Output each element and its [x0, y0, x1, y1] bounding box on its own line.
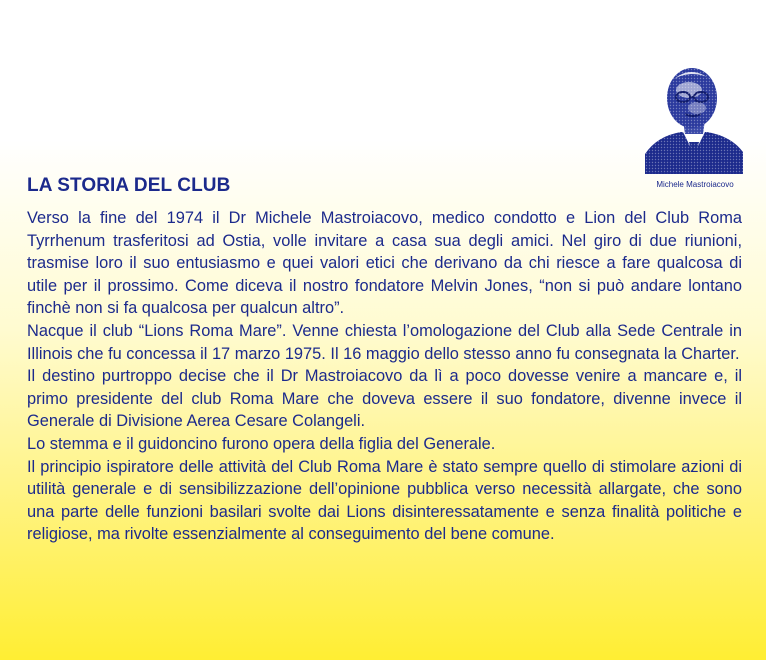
portrait-photo — [645, 62, 743, 174]
paragraph-first-president: Il destino purtroppo decise che il Dr Mastroiacovo da lì a poco dovesse venire a mancare e, il primo presidente del club Roma Mare che doveva essere il suo fondatore, divenne invece il Generale di Divisione Aerea Cesare Colangeli. — [27, 367, 742, 431]
history-text — [27, 207, 742, 546]
paragraph-principles: Il principio ispiratore delle attività del Club Roma Mare è stato sempre quello di stimolare azioni di utilità generale e di sensibilizzazione dell’opinione pubblica verso necessità allargate, che sono una parte delle funzioni basilari svolte dai Lions disinteressatamente e senza finalità politiche e religiose, ma rivolte essenzialmente al conseguimento del bene comune. — [27, 457, 742, 544]
page-title: LA STORIA DEL CLUB — [27, 175, 231, 196]
paragraph-emblem: Lo stemma e il guidoncino furono opera della figlia del Generale. — [27, 434, 496, 453]
paragraph-founding: Verso la fine del 1974 il Dr Michele Mastroiacovo, medico condotto e Lion del Club Roma Tyrrhenum trasferitosi ad Ostia, volle invitare a casa sua degli amici. Nel giro di due riunioni, trasmise loro il suo entusiasmo e quei valori etici che derivano da chi riesce a fare qualcosa di utile per il prossimo. Come diceva il nostro fondatore Melvin Jones, “non si può andare lontano finchè non si fa qualcosa per qualcun altro”. — [27, 209, 742, 318]
founder-portrait — [645, 62, 743, 174]
paragraph-charter: Nacque il club “Lions Roma Mare”. Venne chiesta l’omologazione del Club alla Sede Centrale in Illinois che fu concessa il 17 marzo 1975. Il 16 maggio dello stesso anno fu consegnata la Charter. — [27, 321, 742, 363]
portrait-caption: Michele Mastroiacovo — [656, 180, 734, 189]
